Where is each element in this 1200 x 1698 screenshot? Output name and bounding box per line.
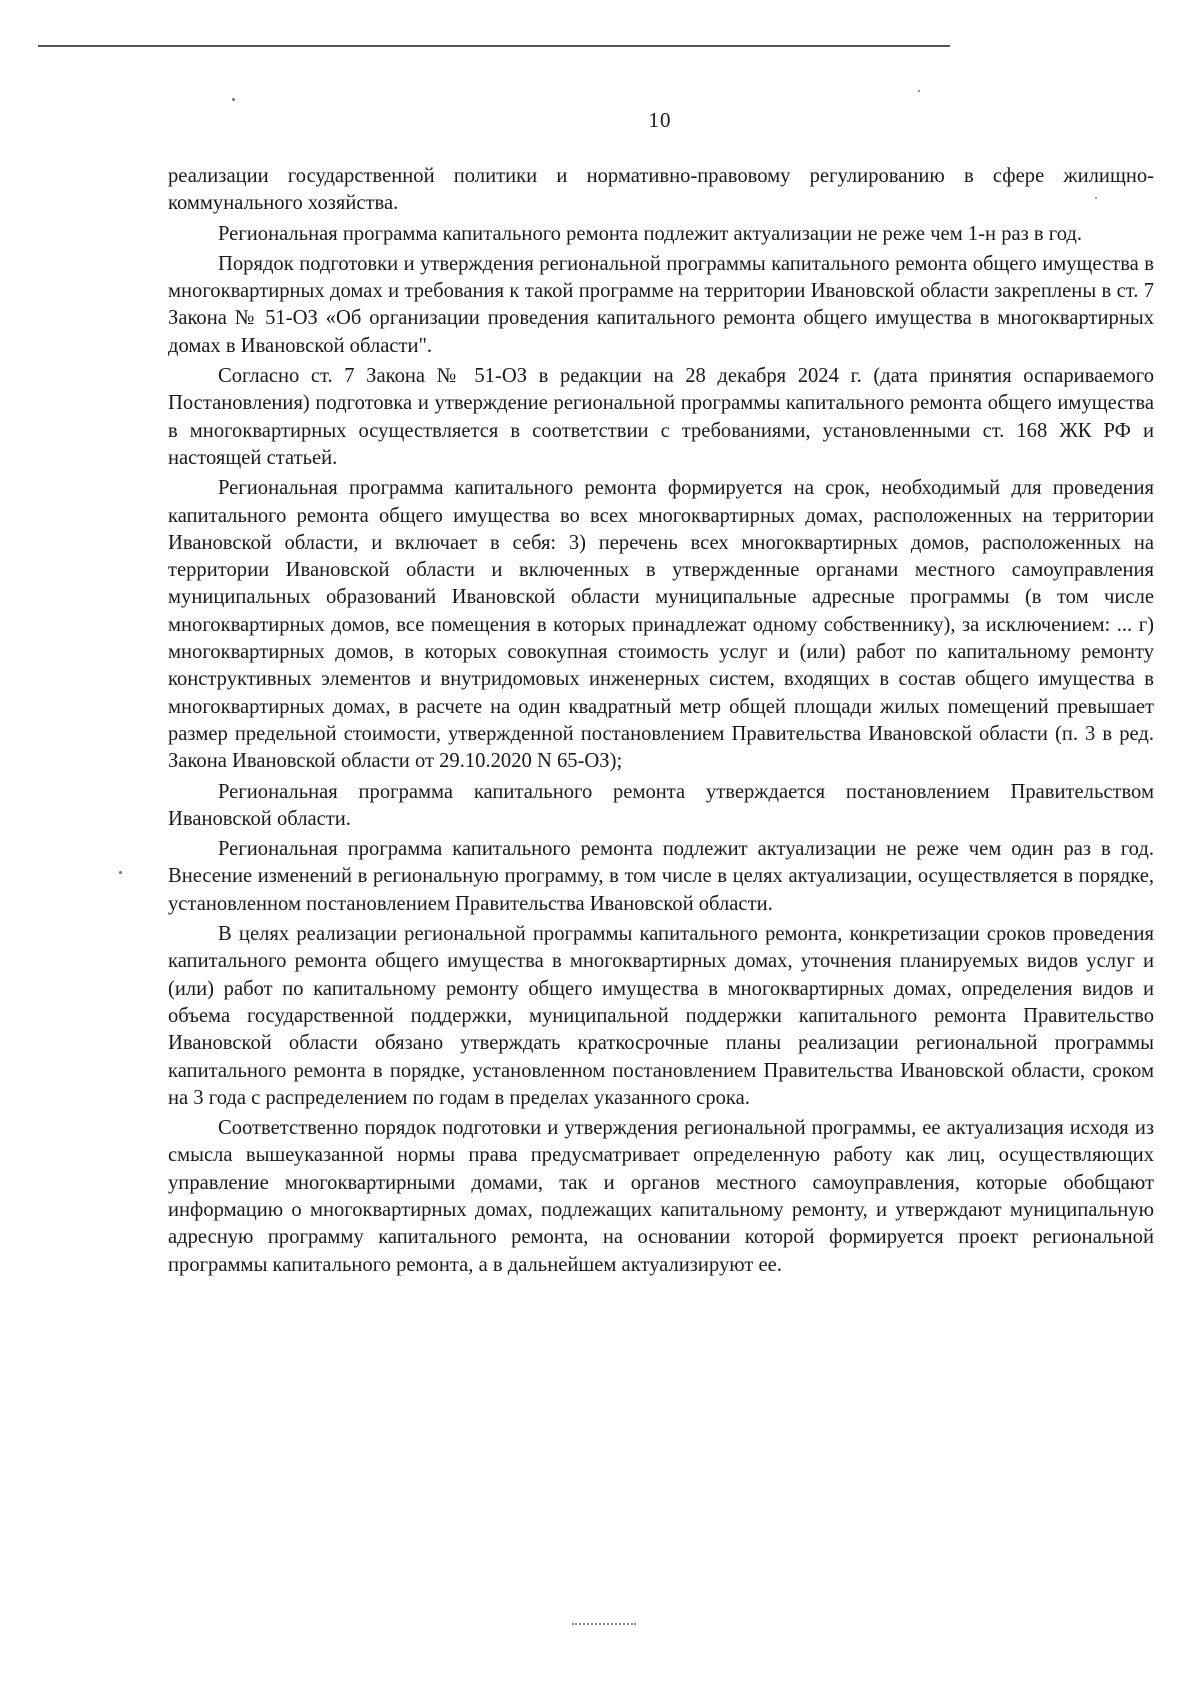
paragraph: Региональная программа капитального ремонта формируется на срок, необходимый для проведения капитального ремонта общего имущества во всех многоквартирных домах, расположенных на территории Ивановской области, и включает в себя: 3) перечень всех многоквартирных домов, расположенных на территории Ивановской области и включенных в утвержденные органами местного самоуправления муниципальных образований Ивановской области муниципальные адресные программы (в том числе многоквартирных домов, все помещения в которых принадлежат одному собственнику), за исключением: ... г) многоквартирных домов, в которых совокупная стоимость услуг и (или) работ по капитальному ремонту конструктивных элементов и внутридомовых инженерных систем, входящих в состав общего имущества в многоквартирных домах, в расчете на один квадратный метр общей площади жилых помещений превышает размер предельной стоимости, утвержденной постановлением Правительства Ивановской области (п. 3 в ред. Закона Ивановской области от 29.10.2020 N 65-ОЗ); [168,477,1154,773]
header-rule [38,45,950,47]
document-body [168,163,1154,1279]
scan-speck [918,90,920,92]
paragraph: Региональная программа капитального ремонта подлежит актуализации не реже чем 1-н раз в год. [218,222,1083,245]
scan-speck [232,98,235,101]
page-number: 10 [648,108,672,132]
scan-speck [119,871,122,874]
paragraph: реализации государственной политики и нормативно-правовому регулированию в сфере жилищно-коммунального хозяйства. [168,165,1154,215]
paragraph: Соответственно порядок подготовки и утверждения региональной программы, ее актуализация исходя из смысла вышеуказанной нормы права предусматривает определенную работу как лиц, осуществляющих управление многоквартирными домами, так и органов местного самоуправления, которые обобщают информацию о многоквартирных домах, подлежащих капитальному ремонту, и утверждают муниципальную адресную программу капитального ремонта, на основании которой формируется проект региональной программы капитального ремонта, а в дальнейшем актуализируют ее. [168,1117,1154,1276]
paragraph: Согласно ст. 7 Закона № 51-ОЗ в редакции на 28 декабря 2024 г. (дата принятия оспариваемого Постановления) подготовка и утверждение региональной программы капитального ремонта общего имущества в многоквартирных осуществляется в соответствии с требованиями, установленными ст. 168 ЖК РФ и настоящей статьей. [168,365,1154,469]
paragraph: Порядок подготовки и утверждения региональной программы капитального ремонта общего имущества в многоквартирных домах и требования к такой программе на территории Ивановской области закреплены в ст. 7 Закона № 51-ОЗ «Об организации проведения капитального ремонта общего имущества в многоквартирных домах в Ивановской области". [168,252,1154,357]
paragraph: В целях реализации региональной программы капитального ремонта, конкретизации сроков проведения капитального ремонта общего имущества в многоквартирных домах, уточнения планируемых видов услуг и (или) работ по капитальному ремонту общего имущества в многоквартирных домах, определения видов и объема государственной поддержки, муниципальной поддержки капитального ремонта Правительство Ивановской области обязано утверждать краткосрочные планы реализации региональной программы капитального ремонта в порядке, установленном постановлением Правительства Ивановской области, сроком на 3 года с распределением по годам в пределах указанного срока. [168,923,1154,1109]
paragraph: Региональная программа капитального ремонта утверждается постановлением Правительством Ивановской области. [168,780,1154,830]
scan-artifact [572,1623,636,1629]
paragraph: Региональная программа капитального ремонта подлежит актуализации не реже чем один раз в год. Внесение изменений в региональную программу, в том числе в целях актуализации, осуществляется в порядке, установленном постановлением Правительства Ивановской области. [168,838,1154,915]
